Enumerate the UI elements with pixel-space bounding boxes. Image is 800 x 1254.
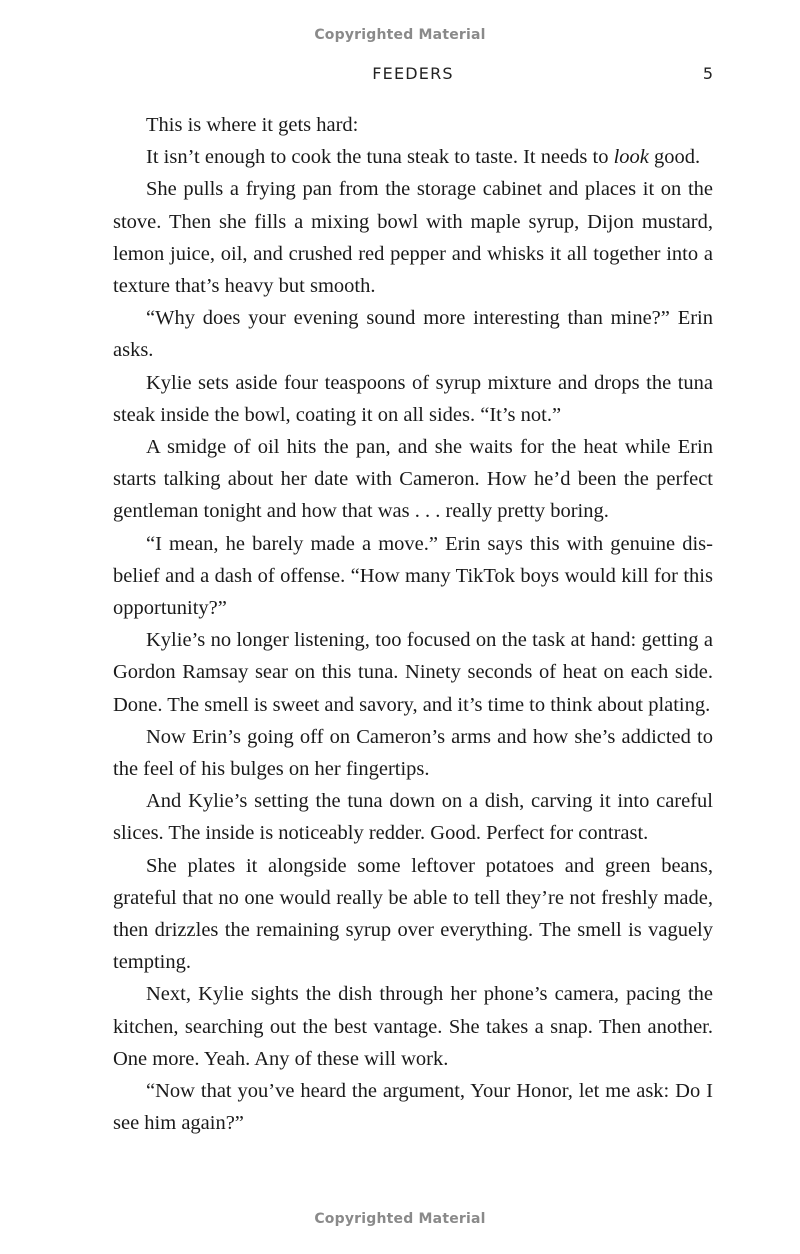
paragraph: A smidge of oil hits the pan, and she waits for the heat while Erin starts talking about her date with Cameron. How he’d been the perfect gentleman tonight and how that was . . . really pretty boring. <box>113 436 713 523</box>
emphasis: look <box>613 146 649 169</box>
copyright-watermark-bottom: Copyrighted Material <box>314 1211 486 1227</box>
paragraph: Now Erin’s going off on Cameron’s arms and how she’s addicted to the feel of his bulges on her fingertips. <box>113 725 713 781</box>
paragraph: It isn’t enough to cook the tuna steak to taste. It needs to look good. <box>146 146 701 169</box>
paragraph: “Now that you’ve heard the argument, Your Honor, let me ask: Do I see him again?” <box>113 1080 713 1135</box>
running-head <box>113 64 713 88</box>
paragraph: And Kylie’s setting the tuna down on a dish, carving it into careful slices. The inside is noticeably redder. Good. Perfect for contrast. <box>113 790 713 845</box>
paragraph: She pulls a frying pan from the storage cabinet and places it on the stove. Then she fills a mixing bowl with maple syrup, Dijon mustard, lemon juice, oil, and crushed red pepper and whisks it all together into a texture that’s heavy but smooth. <box>113 178 713 298</box>
body-text <box>113 109 713 1140</box>
copyright-watermark-top: Copyrighted Material <box>314 27 486 43</box>
paragraph: “I mean, he barely made a move.” Erin says this with genuine disbelief and a dash of offense. “How many TikTok boys would kill for this opportunity?” <box>113 532 713 620</box>
paragraph: This is where it gets hard: <box>146 114 359 136</box>
page-number: 5 <box>702 64 713 83</box>
running-title: FEEDERS <box>372 64 454 83</box>
paragraph: Next, Kylie sights the dish through her phone’s camera, pacing the kitchen, searching out the best vantage. She takes a snap. Then another. One more. Yeah. Any of these will work. <box>113 983 713 1070</box>
paragraph: She plates it alongside some leftover potatoes and green beans, grateful that no one would really be able to tell they’re not freshly made, then drizzles the remaining syrup over everything. The smell is vaguely tempting. <box>113 854 713 974</box>
paragraph: Kylie’s no longer listening, too focused on the task at hand: getting a Gordon Ramsay sear on this tuna. Ninety seconds of heat on each side. Done. The smell is sweet and savory, and it’s time to think about plating. <box>113 629 713 716</box>
paragraph: Kylie sets aside four teaspoons of syrup mixture and drops the tuna steak inside the bowl, coating it on all sides. “It’s not.” <box>113 371 713 426</box>
paragraph: “Why does your evening sound more interesting than mine?” Erin asks. <box>113 307 713 362</box>
